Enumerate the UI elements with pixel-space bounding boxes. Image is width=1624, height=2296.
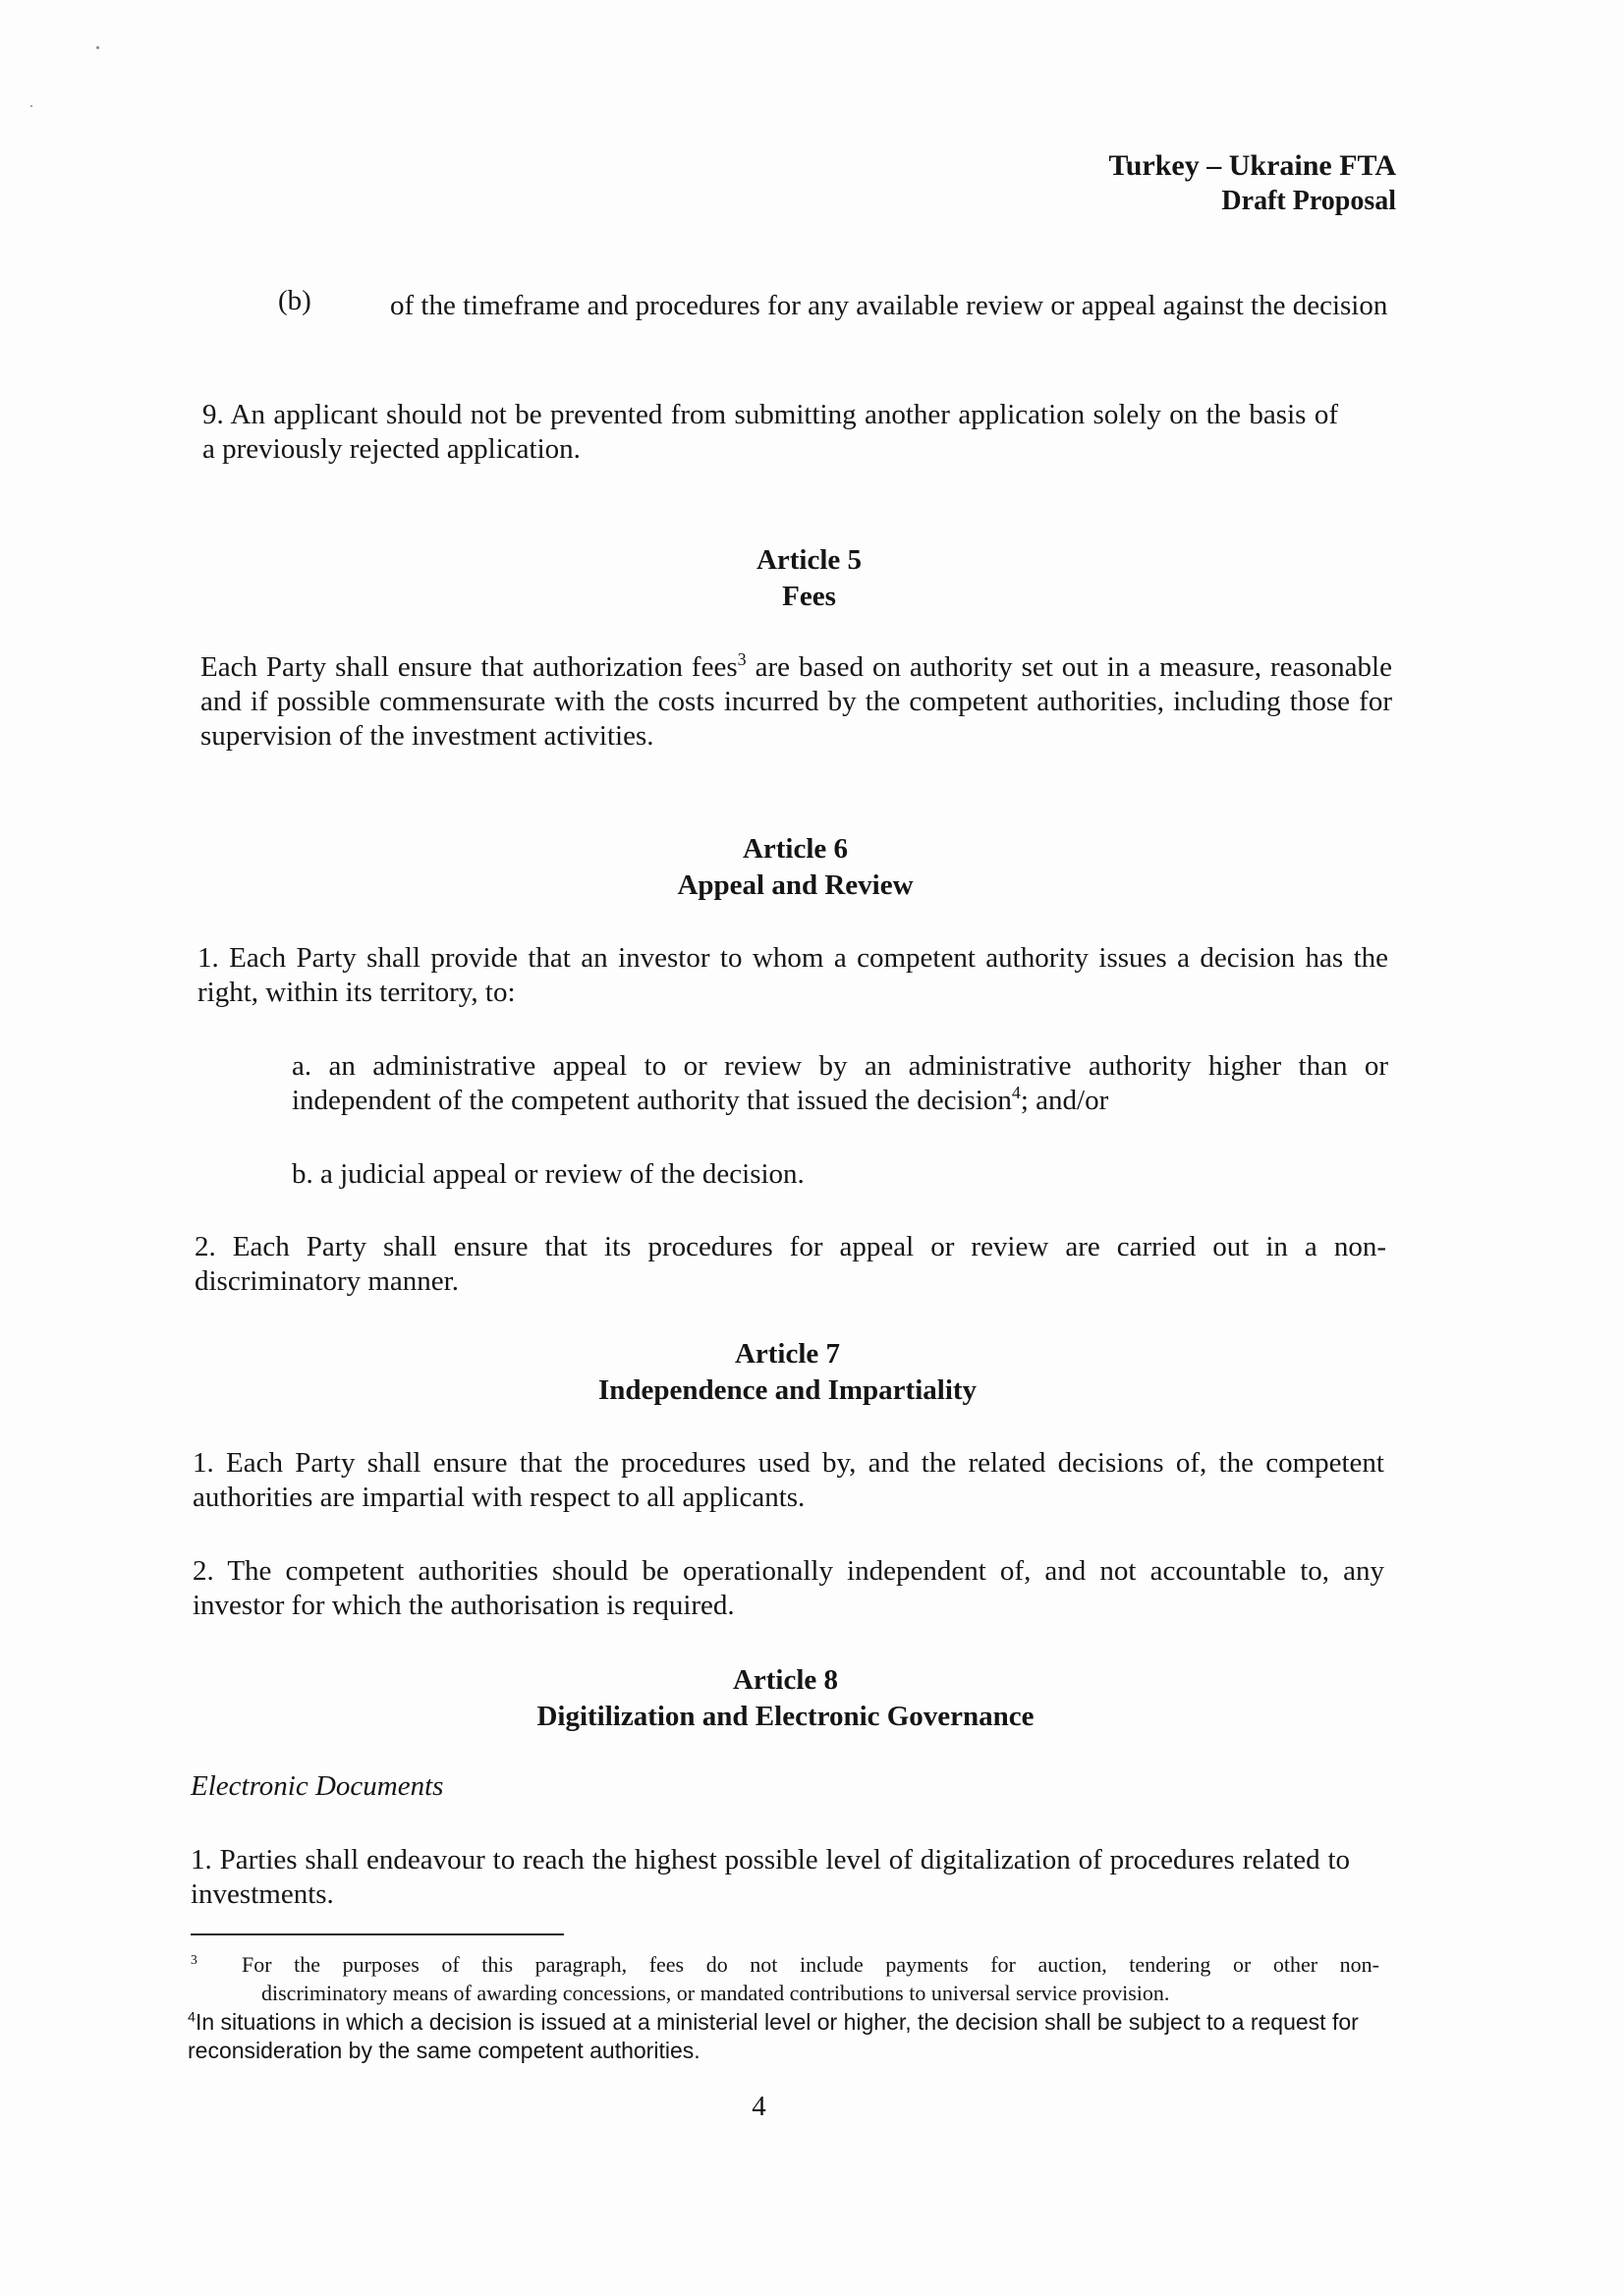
article-6-heading	[0, 831, 1624, 904]
header-title: Turkey – Ukraine FTA	[1108, 149, 1396, 182]
article-8-number: Article 8	[732, 1664, 839, 1696]
article-8-paragraph-1: 1. Parties shall endeavour to reach the highest possible level of digitalization of procedures related to investments.	[191, 1844, 1350, 1910]
article-6-paragraph-1: 1. Each Party shall provide that an investor to whom a competent authority issues a decision has the right, within its territory, to:	[197, 942, 1388, 1008]
article-6-item-a-text: a. an administrative appeal to or review by an administrative authority higher than or independent of the competent authority that issued the decision	[292, 1050, 1388, 1116]
article-5-title: Fees	[782, 581, 836, 612]
article-7-paragraph-1: 1. Each Party shall ensure that the procedures used by, and the related decisions of, the competent authorities are impartial with respect to all applicants.	[193, 1447, 1384, 1513]
page-number-value: 4	[752, 2091, 766, 2122]
item-b-label: (b)	[278, 285, 311, 316]
footnote-4-text: In situations in which a decision is issued at a ministerial level or higher, the decision shall be subject to a request for reconsideration by the same competent authorities.	[188, 2009, 1359, 2063]
article-5-heading	[0, 542, 1624, 615]
item-b-text: of the timeframe and procedures for any available review or appeal against the decision	[390, 290, 1388, 321]
page-number	[0, 2091, 1624, 2123]
footnote-3-line-1	[191, 1950, 1379, 1979]
scan-speck	[96, 46, 99, 49]
article-6-item-a-end: ; and/or	[1020, 1085, 1109, 1116]
footnote-3-line-2: discriminatory means of awarding concessions, or mandated contributions to universal service provision.	[261, 1981, 1170, 2005]
footnote-ref-4[interactable]: 4	[1011, 1083, 1021, 1103]
article-6-item-a	[292, 1049, 1388, 1118]
article-7-number: Article 7	[734, 1338, 841, 1370]
footnote-4-marker: 4	[188, 2009, 196, 2026]
article-5-number: Article 5	[756, 544, 863, 576]
footnote-3	[191, 1950, 1379, 2007]
document-header	[1108, 147, 1396, 218]
article-7-title: Independence and Impartiality	[597, 1374, 978, 1406]
footnote-4	[188, 2008, 1391, 2065]
electronic-documents-subheading: Electronic Documents	[191, 1770, 444, 1802]
footnote-ref-3[interactable]: 3	[737, 649, 747, 670]
article-8-title: Digitilization and Electronic Governance	[536, 1701, 1035, 1732]
footnote-3-marker: 3	[191, 1951, 197, 1967]
article-6-paragraph-2: 2. Each Party shall ensure that its procedures for appeal or review are carried out in a non-discriminatory manner.	[195, 1231, 1386, 1297]
article-7-heading	[0, 1336, 1624, 1409]
header-subtitle: Draft Proposal	[1221, 186, 1396, 216]
footnote-3-text-1: For the purposes of this paragraph, fees do not include payments for auction, tendering or other non-	[241, 1952, 1379, 1977]
article-6-title: Appeal and Review	[677, 869, 914, 901]
article-5-body	[200, 650, 1392, 754]
footnote-separator	[191, 1933, 564, 1935]
article-5-body-start: Each Party shall ensure that authorization fees	[200, 651, 738, 683]
article-6-item-b: b. a judicial appeal or review of the decision.	[292, 1158, 805, 1190]
article-6-number: Article 6	[742, 833, 849, 865]
paragraph-9: 9. An applicant should not be prevented from submitting another application solely on the basis of a previously rejected application.	[202, 399, 1338, 465]
article-7-paragraph-2: 2. The competent authorities should be operationally independent of, and not accountable to, any investor for which the authorisation is required.	[193, 1555, 1384, 1621]
article-5-body-end: are based on authority set out in a measure, reasonable and if possible commensurate with the costs incurred by the competent authorities, including those for supervision of the investment activities.	[200, 651, 1392, 752]
article-8-heading	[0, 1662, 1624, 1735]
scan-speck	[30, 105, 32, 107]
